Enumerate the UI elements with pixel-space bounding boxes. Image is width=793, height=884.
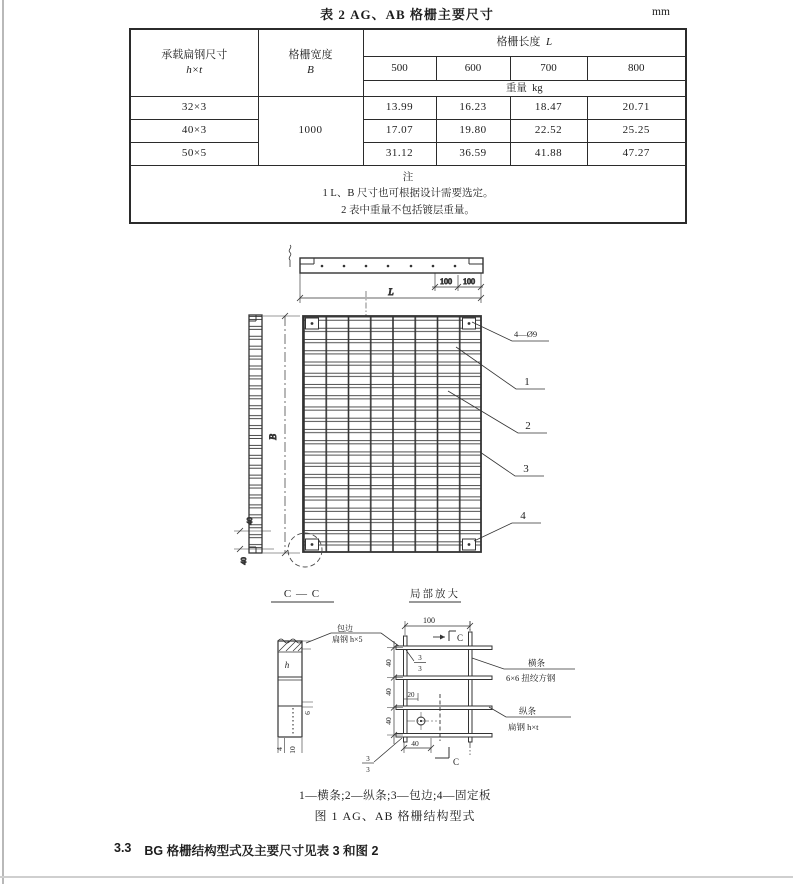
dim-40-upper: 40 [245, 517, 254, 525]
weight-cell: 16.23 [436, 97, 510, 120]
weld-top-den: 3 [418, 665, 422, 673]
longbar-label: 纵条 [519, 706, 537, 716]
scan-edge-bottom [0, 876, 793, 878]
top-side-view [289, 245, 484, 316]
dim-40-lower: 40 [239, 557, 248, 565]
weight-label: 重量 [505, 82, 527, 94]
section-cc-title: C — C [283, 588, 321, 600]
dim-B: B [269, 434, 279, 440]
detail-dim-100: 100 [423, 616, 435, 625]
dim-L: L [388, 288, 394, 298]
section-3-3 [114, 841, 378, 859]
weight-cell: 20.71 [587, 97, 686, 120]
table-title: 表 2 AG、AB 格栅主要尺寸 [320, 7, 494, 22]
dim-10: 10 [288, 746, 297, 754]
weight-cell: 36.59 [436, 143, 510, 166]
weld-bottom-num: 3 [366, 755, 370, 763]
header-steel-size [130, 29, 258, 97]
figure-caption-parts: 1—横条;2—纵条;3—包边;4—固定板 [298, 790, 492, 802]
part-label-2: 2 [525, 420, 531, 432]
row-size: 40×3 [130, 120, 258, 143]
rivet-dots [321, 265, 457, 268]
detail-title: 局部放大 [410, 589, 460, 600]
weight-cell: 41.88 [510, 143, 587, 166]
figure-caption-title: 图 1 AG、AB 格栅结构型式 [314, 809, 476, 823]
detail-dim-40-1: 40 [384, 659, 393, 667]
weight-cell: 19.80 [436, 120, 510, 143]
section-cc [271, 588, 334, 754]
crossbar-label: 横条 [528, 658, 546, 668]
part-label-3: 3 [523, 463, 529, 475]
header-length-var: L [545, 36, 553, 49]
detail-dim-40-bottom: 40 [411, 739, 419, 748]
row-size: 50×5 [130, 143, 258, 166]
header-grating-length [363, 29, 686, 57]
part-label-1: 1 [524, 376, 530, 388]
weight-cell: 17.07 [363, 120, 436, 143]
scan-edge-left [2, 0, 4, 884]
figure-1-drawing [228, 240, 598, 785]
header-weight [363, 81, 686, 97]
edge-label-line1: 包边 [337, 624, 353, 633]
note-label: 注 [402, 172, 414, 184]
longbar-spec: 扁钢 h×t [508, 722, 539, 732]
crossbar-spec: 6×6 扭绞方钢 [506, 673, 556, 683]
header-length-label: 格栅长度 [496, 36, 541, 49]
figure-caption [230, 787, 560, 824]
dim-6: 6 [303, 711, 312, 715]
header-steel-label: 承载扁钢尺寸 [161, 48, 228, 61]
dim-4: 4 [275, 747, 284, 751]
weight-unit: kg [532, 82, 543, 94]
edge-label-line2: 扁钢 h×5 [332, 635, 363, 644]
left-elevation [234, 313, 300, 565]
dim-100-right: 100 [463, 277, 475, 286]
weight-cell: 18.47 [510, 97, 587, 120]
note-2: 2 表中重量不包括镀层重量。 [341, 204, 475, 216]
part-label-4: 4 [520, 510, 526, 522]
dim-h: h [284, 660, 290, 670]
weld-top-num: 3 [418, 654, 422, 662]
weight-cell: 31.12 [363, 143, 436, 166]
weight-cell: 25.25 [587, 120, 686, 143]
dimension-table [129, 28, 687, 224]
header-steel-var: h×t [186, 63, 203, 76]
detail-dim-20: 20 [407, 691, 415, 699]
table-unit: mm [652, 6, 670, 18]
length-col-600: 600 [436, 57, 510, 81]
detail-dim-40-3: 40 [384, 717, 393, 725]
row-size: 32×3 [130, 97, 258, 120]
plan-view [288, 316, 481, 567]
dim-100-left: 100 [440, 277, 452, 286]
hole-callout-label: 4—Ø9 [514, 329, 538, 339]
section-marker-c-top: C [457, 633, 464, 643]
section-3-3-text: BG 格栅结构型式及主要尺寸见表 3 和图 2 [144, 844, 379, 858]
section-marker-c-bottom: C [453, 757, 460, 767]
note-1: 1 L、B 尺寸也可根据设计需要选定。 [322, 188, 494, 200]
detail-dim-40-2: 40 [384, 688, 393, 696]
header-width-var: B [307, 63, 314, 76]
length-col-800: 800 [587, 57, 686, 81]
width-value-cell: 1000 [258, 97, 363, 166]
weld-bottom-den: 3 [366, 766, 370, 774]
header-grating-width [258, 29, 363, 97]
length-col-700: 700 [510, 57, 587, 81]
length-col-500: 500 [363, 57, 436, 81]
weight-cell: 13.99 [363, 97, 436, 120]
weight-cell: 22.52 [510, 120, 587, 143]
weight-cell: 47.27 [587, 143, 686, 166]
table-notes [130, 166, 686, 224]
detail-view [362, 587, 575, 774]
header-width-label: 格栅宽度 [288, 48, 333, 61]
edge-bar-label [306, 623, 403, 649]
section-3-3-number: 3.3 [114, 841, 132, 855]
